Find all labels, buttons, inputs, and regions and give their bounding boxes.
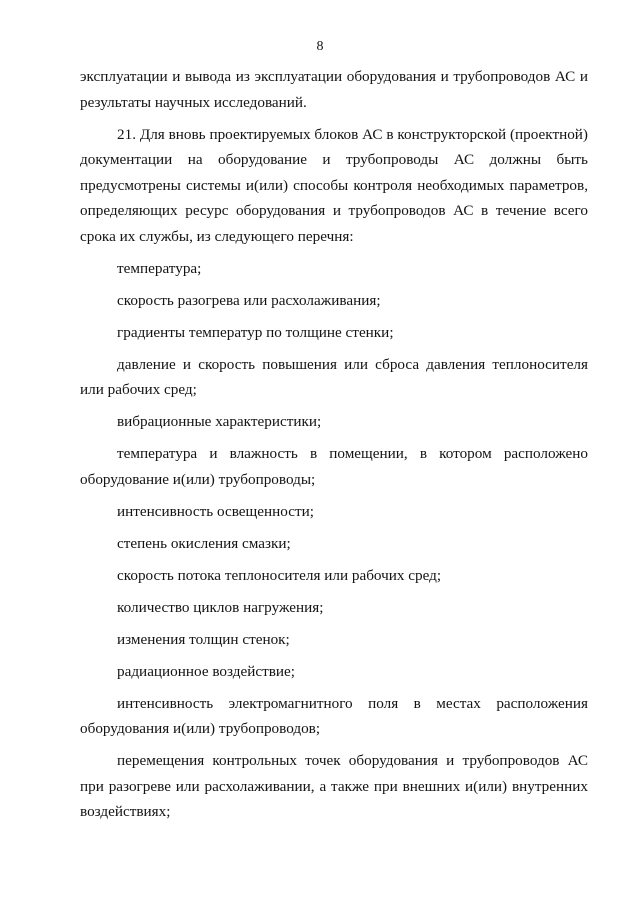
list-item-flow-rate: скорость потока теплоносителя или рабочих сред; (117, 566, 442, 584)
list-item-displacement: перемещения контрольных точек оборудования и трубопроводов АС при разогреве или расхолаживании, а также при внешних и(или) внутренних воздействиях; (80, 752, 588, 820)
paragraph-continuation: эксплуатации и вывода из эксплуатации оборудования и трубопроводов АС и результаты научных исследований. (80, 68, 588, 111)
list-item-load-cycles: количество циклов нагружения; (117, 598, 324, 616)
paragraph-clause-21: 21. Для вновь проектируемых блоков АС в конструкторской (проектной) документации на оборудование и трубопроводы АС должны быть предусмотрены системы и(или) способы контроля необходимых параметров, определяющих ресурс оборудования и трубопроводов АС в течение всего срока их службы, из следующего перечня: (80, 125, 588, 245)
list-item-pressure: давление и скорость повышения или сброса давления теплоносителя или рабочих сред; (80, 355, 588, 398)
list-item-electromagnetic-field: интенсивность электромагнитного поля в местах расположения оборудования и(или) трубопроводов; (80, 694, 588, 737)
list-item-lubricant-oxidation: степень окисления смазки; (117, 534, 291, 552)
list-item-radiation: радиационное воздействие; (117, 662, 295, 680)
list-item-temperature: температура; (117, 259, 202, 277)
list-item-temperature-gradients: градиенты температур по толщине стенки; (117, 323, 394, 341)
list-item-room-conditions: температура и влажность в помещении, в котором расположено оборудование и(или) трубопроводы; (80, 445, 588, 488)
list-item-heating-rate: скорость разогрева или расхолаживания; (117, 291, 381, 309)
list-item-illumination: интенсивность освещенности; (117, 502, 314, 520)
list-item-vibration: вибрационные характеристики; (117, 413, 322, 430)
list-item-wall-thickness: изменения толщин стенок; (117, 630, 290, 648)
page-number: 8 (316, 39, 324, 54)
document-body (80, 64, 588, 831)
